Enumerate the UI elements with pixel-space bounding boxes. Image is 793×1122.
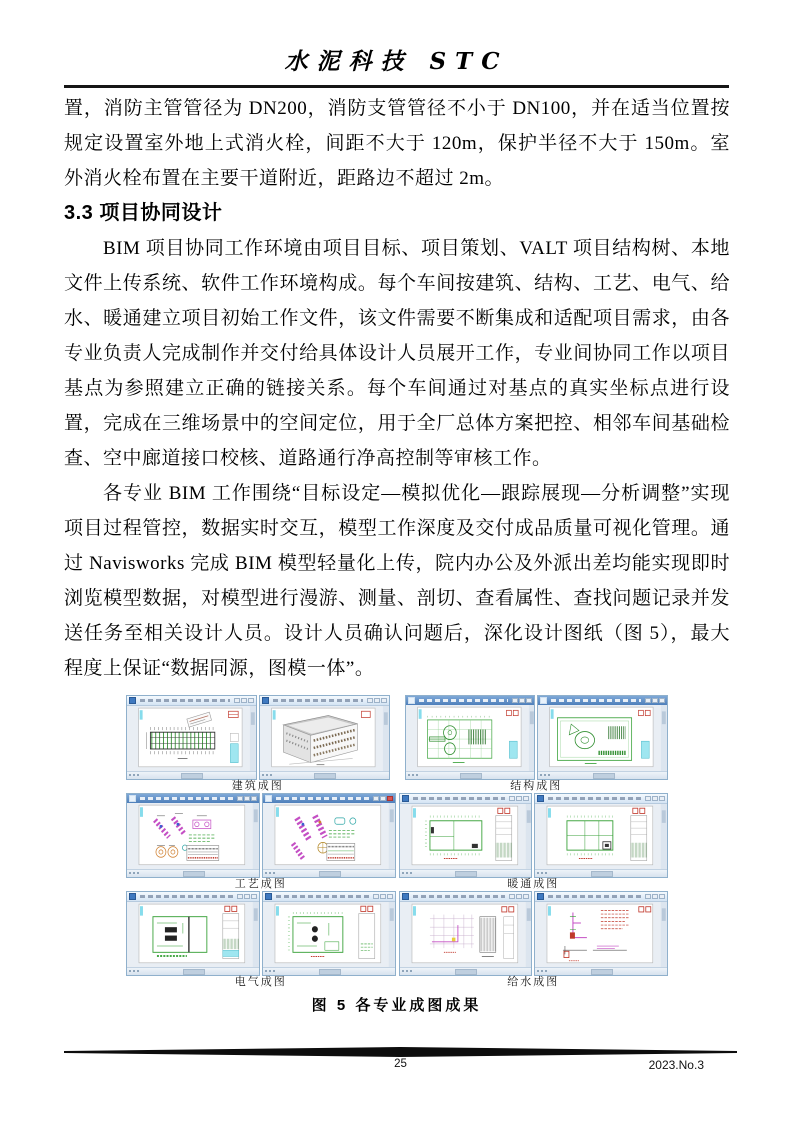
app-icon (129, 795, 136, 802)
window-controls (234, 698, 254, 703)
window-scrollbar (127, 771, 256, 779)
drawing-canvas (263, 803, 395, 869)
cad-window-electrical2 (262, 891, 396, 976)
cad-window-hvac2 (534, 793, 668, 878)
cad-window-arch-plan (126, 695, 257, 780)
figure-label-water: 给水成图 (507, 976, 560, 988)
cad-window-process1 (126, 793, 260, 878)
app-icon (129, 893, 136, 900)
window-controls (509, 894, 529, 899)
app-icon (402, 893, 409, 900)
cad-window-process2 (262, 793, 396, 878)
drawing-canvas (127, 902, 259, 967)
figure-label-hvac: 暖通成图 (507, 878, 560, 890)
drawing-canvas (406, 705, 535, 771)
figure-row-3 (126, 891, 668, 989)
cad-window-hvac1 (399, 793, 533, 878)
footer-tapered-rule (64, 1047, 737, 1057)
close-button-icon (248, 698, 254, 703)
figure-row-1 (126, 695, 668, 793)
app-icon (537, 795, 544, 802)
page-header (0, 0, 793, 88)
paragraph-fire-protection: 置，消防主管管径为 DN200，消防支管管径不小于 DN100，并在适当位置按规定设置室外地上式消火栓，间距不大于 120m，保护半径不大于 150m。室外消火栓布置在主要干道附近，距路边不超过 2m。 (64, 98, 730, 189)
drawing-canvas (127, 706, 256, 771)
figure-caption: 图 5 各专业成图成果 (311, 997, 482, 1014)
article-body (0, 88, 793, 686)
window-controls (509, 796, 529, 801)
window-controls (645, 894, 665, 899)
app-icon (129, 697, 136, 704)
figure-label-process: 工艺成图 (234, 878, 287, 890)
window-controls (367, 698, 387, 703)
minimize-button-icon (234, 698, 240, 703)
section-heading-3-3: 3.3 项目协同设计 (64, 202, 223, 224)
cad-window-water1 (399, 891, 533, 976)
figure-group-electrical (126, 891, 396, 989)
drawing-canvas (535, 902, 667, 967)
issue-number: 2023.No.3 (648, 1058, 704, 1072)
app-icon (540, 697, 547, 704)
cad-window-electrical1 (126, 891, 260, 976)
window-controls (512, 698, 532, 703)
window-controls (373, 894, 393, 899)
paragraph-bim-collaboration: BIM 项目协同工作环境由项目目标、项目策划、VALT 项目结构树、本地文件上传系统、软件工作环境构成。每个车间按建筑、结构、工艺、电气、给水、暖通建立项目初始工作文件，该文件需要不断集成和适配项目需求，由各专业负责人完成制作并交付给具体设计人员展开工作，专业间协同工作以项目基点为参照建立正确的链接关系。每个车间通过对基点的真实坐标点进行设置，完成在三维场景中的空间定位，用于全厂总体方案把控、相邻车间基础检查、空中廊道接口校核、道路通行净高控制等审核工作。 (64, 238, 730, 469)
figure-label-architecture: 建筑成图 (231, 780, 284, 792)
drawing-canvas (127, 803, 259, 869)
figure-group-water (399, 891, 669, 989)
app-icon (262, 697, 269, 704)
app-icon (265, 893, 272, 900)
window-controls (237, 894, 257, 899)
close-button-icon (387, 796, 393, 801)
drawing-canvas (400, 902, 532, 967)
paragraph-bim-workflow: 各专业 BIM 工作围绕“目标设定—模拟优化—跟踪展现—分析调整”实现项目过程管控，数据实时交互，模型工作深度及交付成品质量可视化管理。通过 Navisworks 完成 BIM 模型轻量化上传，院内办公及外派出差均能实现即时浏览模型数据，对模型进行漫游、测量、剖切、查看属性、查找问题记录并发送任务至相关设计人员。设计人员确认问题后，深化设计图纸（图 5），最大程度上保证“数据同源，图模一体”。 (64, 483, 730, 679)
figure-group-structure (405, 695, 669, 793)
cad-window-struct-plan1 (405, 695, 536, 780)
drawing-canvas (538, 705, 667, 771)
figure-label-electrical: 电气成图 (234, 976, 287, 988)
drawing-canvas (263, 902, 395, 967)
window-controls (237, 796, 257, 801)
figure-row-2 (126, 793, 668, 891)
figure-label-structure: 结构成图 (510, 780, 563, 792)
window-controls (373, 796, 393, 801)
maximize-button-icon (241, 698, 247, 703)
window-titlebar (127, 696, 256, 706)
page-footer (64, 1047, 737, 1074)
drawing-canvas (400, 804, 532, 869)
window-controls (645, 796, 665, 801)
app-icon (402, 795, 409, 802)
journal-title: 水泥科技 STC (284, 48, 509, 75)
cad-window-water2 (534, 891, 668, 976)
figure-group-process (126, 793, 396, 891)
window-title-text (140, 699, 230, 702)
drawing-canvas (535, 804, 667, 869)
figure-group-hvac (399, 793, 669, 891)
drawing-canvas (260, 706, 389, 771)
app-icon (265, 795, 272, 802)
cad-window-arch-3d (259, 695, 390, 780)
app-icon (408, 697, 415, 704)
page-number: 25 (394, 1058, 407, 1070)
app-icon (537, 893, 544, 900)
figure-5 (126, 695, 668, 989)
cad-window-struct-plan2 (537, 695, 668, 780)
figure-group-architecture (126, 695, 390, 793)
window-controls (645, 698, 665, 703)
